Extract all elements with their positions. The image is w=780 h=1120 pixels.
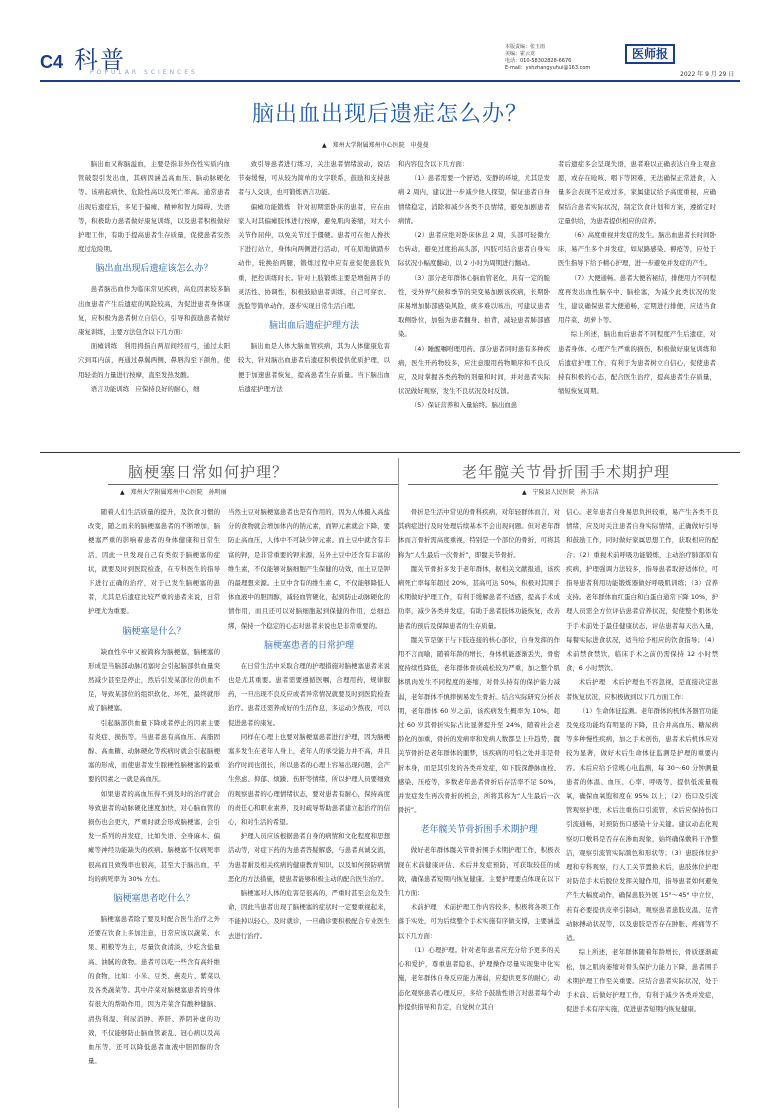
editor-credits	[505, 44, 590, 72]
article1-col3	[398, 157, 550, 447]
section-title: 科普	[74, 46, 126, 74]
page-number: C4	[40, 52, 64, 72]
paragraph: 和内容包含以下几方面：	[398, 160, 469, 168]
paragraph: 脑出血是人体大脑血管疾病，其为人体健康危害较大，针对脑出血患者后遗症积极提供优质护理，以便于加速患者恢复，提高患者生存质量。当下脑出血后遗症护理方法	[238, 342, 390, 393]
paragraph: 脑出血又称脑溢血，主要是指非外伤性实质内血管破裂引发出血，其病因涵盖高血压、脑动脉硬化等。该病起病快、危险性高以及死亡率高。通常患者出现后遗症后，多见于偏瘫、精神和智力障碍、失语等，积极助力患者做好康复训练，以及患者积极做好护理工作，有助于提高患者生存质量，促使患者安然度过危险期。	[78, 160, 230, 254]
credit-line: 美编：霍云龙	[505, 51, 536, 57]
paragraph: （3）部分老年群体心脑血管老化，具有一定的脆性，受外界气候和季节的突变易加剧该疾病，长期卧床易增加肺部感染风险，痰多难以咳出，可建议患者取侧卧位，加强为患者翻身、拍背，减轻患者肺部感染。	[398, 273, 550, 339]
credit-line: 电话：010-58302828-6676	[505, 58, 572, 64]
paragraph: 致引导患者进行练习，关注患者情绪波动，说话节奏缓慢，可从较为简单的文字联系，鼓励和支持患者与人交谈，也可锻炼语言功能。	[238, 160, 390, 197]
paragraph: 脑梗塞患者除了要及时配合医生治疗之外还要在饮食上多加注意，日常应该以蔬菜、水果、粗粮等为主，尽量饮食清淡，少吃含盐量高、油腻的食物。患者可以吃一些含有高纤维的食物，比如：小米、豆类、燕麦片、紫菜以及各类蔬菜等。其中芹菜对脑梗塞患者的身体有很大的帮助作用，因为芹菜含有酸种健脑、清热利湿、利尿消肿、养肝、养阴补虚的功效，不仅能够防止脑血管紊乱、冠心病以及高血压等，还可以降低患者血液中胆固醇的含量。	[88, 915, 220, 1066]
paragraph: 术前护理 术前护理工作内容较多，积极将各项工作落于实处，可为后续整个手术实施有序做支撑，主要涵盖以下几方面：	[398, 903, 560, 940]
paragraph: 髋关节是躯干与下肢连接的核心部位，自身发挥的作用不言而喻，随着年龄的增长，身体机能逐渐丢失，骨密度持续性降低，老年群体骨质疏松较为严重，加之整个肌体肌肉发生不同程度的萎缩，对骨头持有的保护能力减弱，老年群体不慎摔倒易发生骨折。结合实际研究分析表明，老年群体 60 岁之前，该疾病发生概率为 10%，超过 60 岁其骨折实际占比显著提升至 24%，随着社会老龄化的加重，骨折的发病率和发病人数都呈上升趋势，髋关节骨折是老年群体的噩梦，该疾病的可怕之处并非是骨折本身，而是其引发的各类并发症，如下肢深静脉血栓、感染、压疮等，多数老年患者骨折后存活率不足 50%，并发症发生再次骨折的机会，所将其称为“人生最后一次骨折”。	[398, 635, 560, 815]
paragraph: 骨折是生活中常见的骨科疾病，对年轻群体而言，对其病症进行及时处理后续基本不会出现问题。但对老年群体而言骨折需高度重视，特别是一个部位的骨折，可将其称为“人生最后一次骨折”，即髋关节骨折。	[398, 508, 560, 559]
triangle-icon: ▲	[322, 142, 333, 149]
paragraph: 同样在心理上也要对脑梗塞患者进行护理，因为脑梗塞多发生在老年人身上，老年人的承受能力并不高，并且治疗时间也很长，所以患者的心理上容易出现问题，会产生焦虑、抑郁、烦躁、伤肝等情绪，所以护理人员要细致的观察患者的心理情绪状态，要对患者有耐心，保持高度的责任心和职业素养，及时疏导帮助患者建立起治疗的信心，和对生活的希望。	[228, 732, 390, 827]
paragraph: 患者脑出血作为临床常见疾病，高危因素较多脑出血患者产生后遗症的风险较高，为促进患者身体康复，应积极为患者树立自信心，引导和鼓励患者做好康复训练，主要方法包含以下几方面：	[78, 285, 230, 337]
paragraph: 术后护理 术后护理也不容忽视，是直接决定患者恢复状况，应积极做到以下几方面工作：	[566, 678, 718, 701]
paragraph: （2）患者应绝对卧床休息 2 周，头部可轻微左右转动，避免过度抬高头部，四肢可结合患者自身实际状况小幅度翻动，以 2 小时为周期进行翻动。	[398, 231, 550, 268]
credit-line: 本版责编：张玉雨	[505, 44, 546, 50]
paragraph: 护理人员应该根据患者自身的病情和文化程度和思想活动等，对症下药的为患者答疑解惑，与患者真诚交流，为患者耐及相关疾病的健康教育知识，以及如何预防病情恶化的方法措施，使患者能够积极主动的配合医生治疗。	[228, 832, 390, 883]
subheading: 脑出血后遗症护理方法	[268, 321, 359, 332]
masthead	[0, 0, 780, 80]
paragraph: 缺血性卒中又被简称为脑梗塞，脑梗塞的形成是当脑部动脉闭塞时会引起脑部供血量突然减少甚至是停止，然后引发某部位的供血不足，导致某部位的组织软化、坏死，最终就形成了脑梗塞。	[88, 647, 220, 713]
paragraph: 髋关节骨折多发于老年群体，据相关文献报道，该疾病死亡率每年超过 20%，甚高可达 50%，积极对其围手术期做好护理工作，有利于缓解患者不适感，提高手术成功率，减少各类并发症，有助于患者肢体功能恢复，改善患者的预后及保障患者的生存质量。	[398, 564, 560, 630]
paragraph: 语言功能训练 应保持良好的耐心，细	[90, 384, 200, 393]
article2-col2	[228, 505, 390, 1105]
article3-title: 老年髋关节骨折围手术期护理	[462, 463, 671, 481]
paragraph: （6）高度重视并发症的发生。脑出血患者长时间卧床，易产生多个并发症，如尿路感染、褥疮等，应处于医生指导下给予精心护理，进一步避免并发症的产生。	[558, 231, 716, 268]
paragraph: 当然土豆对脑梗塞患者也是有作用的，因为人体摄入高盐分的食物就会增加体内的钠元素，而钾元素就会下降，要防止高血压，人体中不可缺少钾元素。而土豆中就含有丰富的钾，是非常重要的钾来源，另外土豆中还含有丰富的维生素，不仅能够对脑细胞产生保健的功效，而土豆是钾的最理想来源。土豆中含有的维生素 C，不仅能够降低人体血液中的胆固醇，减轻血管硬化，起到防止动脉硬化的情作用，而且还可以对脑细胞起到保健的作用，总细总绑，保持一个稳定的心态对患者来说也是非常重要的。	[228, 508, 390, 630]
paragraph: （1）生命体征监测。老年群体的机体各器官功能及免疫功能均有明显的下降，且合并高血压、糖尿病等多种慢性疾病，加之手术创伤，患者术后机体应对较为显著，做好术后生命体征监测是护理的重要内容。术后应给予常规心电监测，每 30～60 分钟测量患者的体温、血压、心率、呼吸等，提供低流量吸氧，确保血氧饱和度在 95% 以上；（2）伤口及引流管观察护理，术后注重伤口引流管，术后应保持伤口引流通畅，对预防伤口感染十分关键。建议动态化观察切口敷料是否存在渗血现象，始终确保敷料干净整洁，观察引流管实际颜色和形状等；（3）患肢体位护理和专科观察，行人工关节置换术后，患肢体位护理对防范手术后脱位发挥关键作用，指导患者如何避免产生大幅度动作，确保患肢外展 15°～45° 中立位，若有必要提供皮牵引制动，观察患者患肢皮温、足背动脉搏动状况等，以及患肢是否存在肿胀、疼痛等不适。	[566, 706, 718, 943]
credit-line: E-mail：yshzhangyuhui@163.com	[505, 65, 591, 71]
byline-text: 宁陵县人民医院 孙玉洁	[532, 489, 599, 496]
paragraph: 偏瘫功能锻炼 针对初期需卧床的患者，应在由家人对其偏瘫肢体进行按摩，避免肌肉萎缩，对大小关节作屈伸，以免关节过于僵硬。患者可在他人搀扶下进行站立，身体向两侧进行活动，可在原地做踏步动作，轮换抬两腿，锻炼过程中应有意促使患肢负重，把控训练时长。针对上肢锻炼主要是增强两手的灵活性、协调性，积极鼓励患者训练，自己可穿衣、洗脸等简单动作，逐步实现日常生活自理。	[238, 202, 390, 311]
paragraph: 做好老年群体髋关节骨折围手术期护理工作，积极表现在术前健康评估、术后并发症预防，可获取较佳的成效，确保患者短期内恢复健康。主要护理要点体现在以下几方面：	[398, 846, 560, 898]
byline-text: 郑州大学附属郑州中心医院 申曼曼	[332, 142, 429, 149]
article3-col1	[398, 505, 560, 1105]
paragraph: （1）心理护理。针对老年患者应充分给予更多的关心和爱护，尊重患者隐私，护理操作尽量实现集中化实施，老年群体自身反应能力薄弱，应提供更多的耐心，动态化观察患者心理反应，多给予鼓励性语言对患者每个动作提供指导和肯定，自觉树立其自	[398, 945, 560, 1011]
title-rule	[108, 484, 398, 485]
article1-byline	[322, 140, 429, 149]
paragraph: （5）保证营养和入量始终。脑出血患	[410, 401, 518, 410]
paragraph: 在日常生活中采取合理的护理措施对脑梗塞患者来说也是尤其重要。患者需要遵循医嘱，合理用药，规律服药，一旦出现不良反应或者异常情况就要及时到医院检查治疗。患者还需养成好的生活作息，多运动少熬夜，可以促进患者的康复。	[228, 661, 390, 727]
subheading: 脑梗塞是什么？	[122, 626, 186, 637]
section-subtitle: POPULAR SCIENCES	[90, 69, 198, 76]
article2-byline	[120, 487, 227, 496]
article2-title: 脑梗塞日常如何护理？	[128, 463, 289, 481]
byline-text: 郑州大学附属郑州中心医院 孙明丽	[130, 489, 227, 496]
paragraph: 如果患者的高血压得不到及时的治疗就会导致患者的动脉硬化速度加快，对心脑血管的损伤也会更大，严重时就会形成脑梗塞，会引发一系列的并发症，比如失语、全身麻木、偏瘫等神经功能缺失的疾病。脑梗塞不仅病死率很高而且致残率也很高，甚至大于脑出血，平均的病死率为 30% 左右。	[88, 789, 220, 883]
paragraph: （1）患者需要一个舒适、安静的环境，尤其是发病 2 周内，建议进一步减少他人探望，保证患者自身情绪稳定，消除和减少各类不良情绪，避免加剧患者病情。	[398, 174, 550, 225]
article2-col1	[88, 505, 220, 1105]
triangle-icon: ▲	[120, 489, 131, 496]
paragraph: 随着人们生活质量的提升，及饮食习惯的改变，随之而来的脑梗塞患者的不断增加，脑梗塞严重的影响着患者的身体健康和日常生活，因此一旦发现自己有类似于脑梗塞的症状，就要及时到医院检查，在专科医生的指导下进行正确的治疗，对于已发生脑梗塞的患者，尤其是后遗症比较严重的患者来说，日常护理尤为重要。	[88, 508, 220, 616]
newspaper-logo: 医师报	[625, 44, 675, 64]
paragraph: 引起脑部供血量下降或者停止的因素主要有炎症、损伤等。当患者患有高血压、高脂固醇、高血糖、动脉硬化等疾病时就会引起脑梗塞的形成，而使患者发生脓梗性脑梗塞的最重要的因素之一就是高血压。	[88, 718, 220, 784]
issue-date: 2022 年 9 月 29 日	[680, 71, 735, 78]
article3-byline	[522, 487, 599, 496]
triangle-icon: ▲	[522, 489, 533, 496]
header-rule	[40, 80, 740, 82]
paragraph: 面瘫训练 利用拇指自两眉间经眉弓，通过太阳穴到耳内前，再通过鼻翼两侧、鼻唇沟至下颌角，使用轻柔的力量进行按摩，直至发热发酸。	[78, 342, 230, 379]
article1-col1	[78, 157, 230, 447]
subheading: 老年髋关节骨折围手术期护理	[420, 825, 538, 836]
article3-col2	[566, 505, 718, 1105]
article1-title: 脑出血出现后遗症怎么办？	[251, 102, 528, 127]
paragraph: （4）睡醒嘱咐理用药。部分患者同时患有多种疾病，医生开药物较多，应注意服用药物顺序和不良反应，及时掌握各类药物的剂量和时间，并对患者实际状况做好观察，发生不良状况及时反馈。	[398, 344, 550, 396]
article1-col2	[238, 157, 390, 447]
subheading: 脑出血出现后遗症该怎么办？	[95, 264, 213, 275]
paragraph: 综上所述，脑出血后患者不同程度产生后遗症，对患者身体、心理产生严重的损伤，积极做好康复训练和后遗症护理工作，有利于为患者树立自信心，促使患者持有积极的心态，配合医生治疗，提高患者生存质量，缩短恢复周期。	[558, 330, 716, 396]
subheading: 脑梗塞患者吃什么？	[113, 894, 195, 905]
paragraph: 综上所述，老年群体随着年龄增长，骨质逐渐疏松，加之肌肉萎缩对骨头保护力能力下降，患者围手术期护理工作至关重要。应结合患者实际状况，处于手术前、后做好护理工作，有利于减少各类并发症，促进手术有序实施，促进患者短期内恢复健康。	[566, 948, 718, 1014]
title-rule	[408, 484, 718, 485]
article1-col4	[558, 157, 716, 447]
paragraph: （7）大便通畅。患者大便若秘结，排便用力不同程度再发出血性脑卒中、脑栓塞，为减少此类状况的发生，建议确保患者大便通畅，定期进行排便，应适当食用芹菜、胡萝卜等。	[558, 273, 716, 325]
subheading: 脑梗塞患者的日常护理	[263, 640, 354, 651]
paragraph: 信心。老年患者自身易思负担较重，易产生各类不良情绪，应及时关注患者自身实际情绪，正确做好引导和鼓励工作，同时做好家属思想工作，获取相应的配合；（2）重视术前呼吸功能锻炼，主动治疗肺部原有疾病，护理强调力法较多，指导患者取舒适体位，可指导患者利用功能锻炼器做好呼吸肌训练；（3）营养支持。老年群体血红蛋白和白蛋白通常下降 10%，护理人员需全方位评估患者营养状况，促使整个肌体处于手术前处于最佳健康状态，评估患者每天出入量，每餐实际进食状况，适当给予相应的饮食指导；（4）术前禁食禁饮，临床手术之前仍需保持 12 小时禁食，6 小时禁饮。	[566, 508, 718, 673]
paragraph: 脑梗塞对人体的危害是很高的，严重时甚至会危及生命，因此当患者出现了脑梗塞的症状时一定要重视起来，不能掉以轻心，及时就诊，一旦确诊要积极配合专业医生去进行治疗。	[228, 889, 390, 940]
paragraph: 者后遗症多会呈现失语，患者难以正确表达自身主观意愿，或存在呛咳、咽下等困难，无法确保正常进食，入量多会表现不足或过多，家属建议给予高度重视，应确保结合患者实际状况，制定饮食计划和方案，遵循定时定量供给，为患者提供相应的营养。	[558, 160, 716, 225]
section-divider	[40, 452, 740, 453]
